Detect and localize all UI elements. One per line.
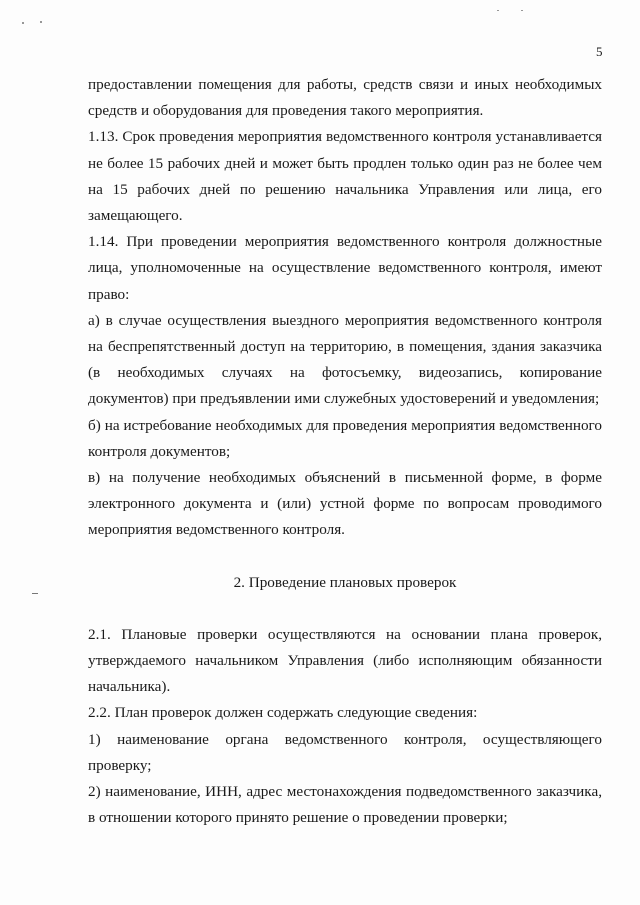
scan-speck [22, 22, 24, 24]
paragraph-2-1: 2.1. Плановые проверки осуществляются на основании плана проверок, утверждаемого начальником Управления (либо исполняющим обязанности начальника). [88, 625, 602, 696]
scan-speck [40, 21, 42, 23]
paragraph-item-v: в) на получение необходимых объяснений в письменной форме, в форме электронного документа и (или) устной форме по вопросам проводимого мероприятия ведомственного контроля. [88, 469, 602, 539]
list-item-1: 1) наименование органа ведомственного контроля, осуществляющего проверку; [88, 730, 602, 774]
paragraph-item-b: б) на истребование необходимых для проведения мероприятия ведомственного контроля документов; [88, 416, 602, 460]
list-item-2: 2) наименование, ИНН, адрес местонахождения подведомственного заказчика, в отношении которого принято решение о проведении проверки; [88, 783, 602, 827]
paragraph-2-2: 2.2. План проверок должен содержать следующие сведения: [88, 704, 478, 722]
paragraph-1-13: 1.13. Срок проведения мероприятия ведомственного контроля устанавливается не более 15 рабочих дней и может быть продлен только один раз не более чем на 15 рабочих дней по решению начальника Управления или лица, его замещающего. [88, 128, 602, 225]
paragraph-item-a: а) в случае осуществления выездного мероприятия ведомственного контроля на беспрепятственный доступ на территорию, в помещения, здания заказчика (в необходимых случаях на фотосъемку, видеозапись, копирование документов) при предъявлении ими служебных удостоверений и уведомления; [88, 311, 602, 408]
page-number: 5 [596, 44, 603, 59]
document-body [88, 72, 602, 831]
section-heading: 2. Проведение плановых проверок [233, 573, 457, 591]
paragraph-continuation: предоставлении помещения для работы, средств связи и иных необходимых средств и оборудования для проведения такого мероприятия. [88, 76, 602, 120]
scan-speck [32, 593, 38, 594]
scan-speck [521, 10, 523, 11]
paragraph-1-14: 1.14. При проведении мероприятия ведомственного контроля должностные лица, уполномоченные на осуществление ведомственного контроля, имеют право: [88, 233, 602, 303]
scan-speck [497, 10, 499, 11]
